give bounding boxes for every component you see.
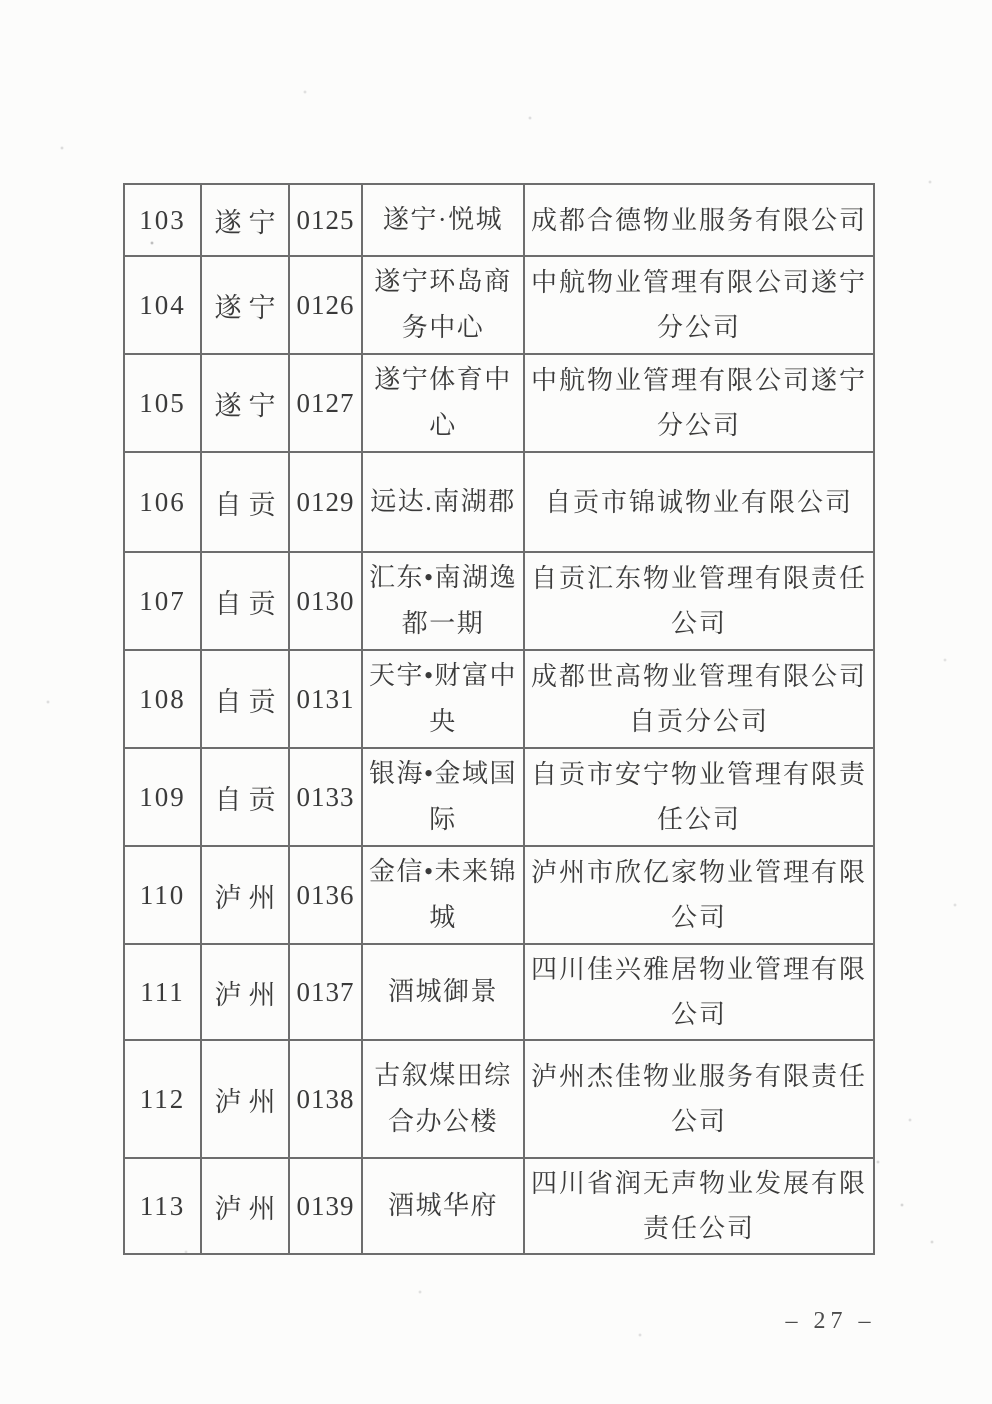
- project-name-cell: 天宇•财富中央: [362, 650, 524, 748]
- company-name-cell: 中航物业管理有限公司遂宁分公司: [524, 256, 874, 354]
- city-cell: 泸州: [201, 1158, 289, 1254]
- project-code-cell: 0129: [289, 452, 362, 552]
- row-number-cell: 104: [124, 256, 201, 354]
- row-number-cell: 107: [124, 552, 201, 650]
- city-cell: 泸州: [201, 846, 289, 944]
- row-number-cell: 112: [124, 1040, 201, 1158]
- table-body: [124, 184, 874, 1254]
- city-cell: 泸州: [201, 944, 289, 1040]
- project-code-cell: 0136: [289, 846, 362, 944]
- city-cell: 遂宁: [201, 354, 289, 452]
- city-cell: 自贡: [201, 650, 289, 748]
- project-name-cell: 遂宁体育中心: [362, 354, 524, 452]
- table-row: [124, 944, 874, 1040]
- table-row: [124, 256, 874, 354]
- row-number-cell: 108: [124, 650, 201, 748]
- project-name-cell: 银海•金域国际: [362, 748, 524, 846]
- table-row: [124, 846, 874, 944]
- project-code-cell: 0138: [289, 1040, 362, 1158]
- row-number-cell: 105: [124, 354, 201, 452]
- project-name-cell: 酒城御景: [362, 944, 524, 1040]
- project-code-cell: 0137: [289, 944, 362, 1040]
- project-name-cell: 遂宁·悦城: [362, 184, 524, 256]
- city-cell: 自贡: [201, 452, 289, 552]
- company-name-cell: 四川佳兴雅居物业管理有限公司: [524, 944, 874, 1040]
- project-name-cell: 古叙煤田综合办公楼: [362, 1040, 524, 1158]
- table-row: [124, 354, 874, 452]
- table-row: [124, 1040, 874, 1158]
- table-row: [124, 552, 874, 650]
- company-name-cell: 自贡汇东物业管理有限责任公司: [524, 552, 874, 650]
- row-number-cell: 110: [124, 846, 201, 944]
- project-code-cell: 0127: [289, 354, 362, 452]
- company-name-cell: 成都世高物业管理有限公司自贡分公司: [524, 650, 874, 748]
- page-number: – 27 –: [785, 1308, 876, 1334]
- company-name-cell: 四川省润无声物业发展有限责任公司: [524, 1158, 874, 1254]
- project-name-cell: 酒城华府: [362, 1158, 524, 1254]
- project-name-cell: 远达.南湖郡: [362, 452, 524, 552]
- table-row: [124, 452, 874, 552]
- table-row: [124, 650, 874, 748]
- company-name-cell: 中航物业管理有限公司遂宁分公司: [524, 354, 874, 452]
- company-name-cell: 成都合德物业服务有限公司: [524, 184, 874, 256]
- company-name-cell: 自贡市安宁物业管理有限责任公司: [524, 748, 874, 846]
- row-number-cell: 109: [124, 748, 201, 846]
- project-code-cell: 0139: [289, 1158, 362, 1254]
- row-number-cell: 106: [124, 452, 201, 552]
- row-number-cell: 113: [124, 1158, 201, 1254]
- row-number-cell: 111: [124, 944, 201, 1040]
- city-cell: 自贡: [201, 748, 289, 846]
- city-cell: 自贡: [201, 552, 289, 650]
- table-row: [124, 1158, 874, 1254]
- property-registry-table: [123, 183, 875, 1255]
- project-code-cell: 0130: [289, 552, 362, 650]
- company-name-cell: 泸州市欣亿家物业管理有限公司: [524, 846, 874, 944]
- table-row: [124, 748, 874, 846]
- project-name-cell: 遂宁环岛商务中心: [362, 256, 524, 354]
- company-name-cell: 泸州杰佳物业服务有限责任公司: [524, 1040, 874, 1158]
- project-name-cell: 金信•未来锦城: [362, 846, 524, 944]
- project-name-cell: 汇东•南湖逸都一期: [362, 552, 524, 650]
- city-cell: 遂宁: [201, 256, 289, 354]
- project-code-cell: 0133: [289, 748, 362, 846]
- company-name-cell: 自贡市锦诚物业有限公司: [524, 452, 874, 552]
- project-code-cell: 0125: [289, 184, 362, 256]
- city-cell: 泸州: [201, 1040, 289, 1158]
- row-number-cell: 103: [124, 184, 201, 256]
- table-row: [124, 184, 874, 256]
- city-cell: 遂宁: [201, 184, 289, 256]
- project-code-cell: 0131: [289, 650, 362, 748]
- project-code-cell: 0126: [289, 256, 362, 354]
